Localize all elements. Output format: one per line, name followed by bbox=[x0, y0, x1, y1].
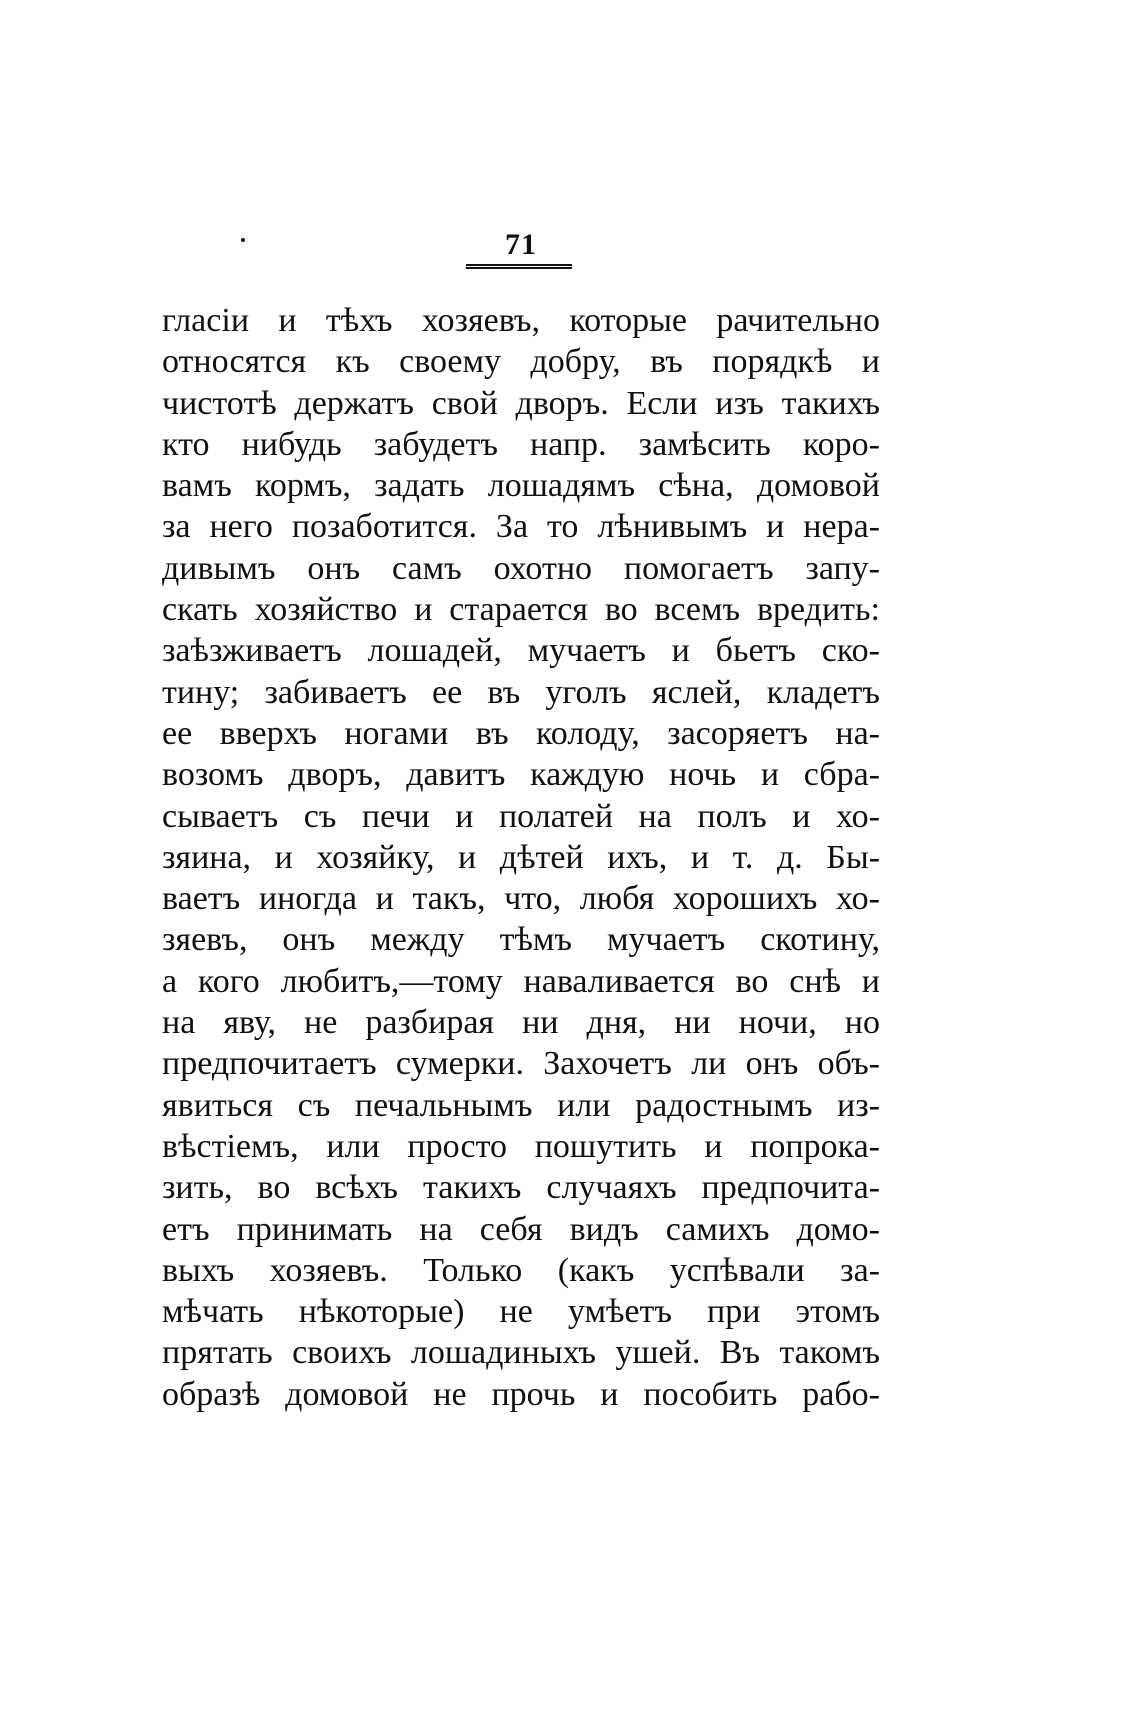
body-text bbox=[162, 300, 880, 1415]
text-line: ваетъ иногда и такъ, что, любя хорошихъ хо- bbox=[162, 880, 880, 918]
text-line: етъ принимать на себя видъ самихъ домо- bbox=[162, 1210, 880, 1248]
text-line: за него позаботится. За то лѣнивымъ и нера- bbox=[162, 508, 880, 546]
text-line: прятать своихъ лошадиныхъ ушей. Въ такомъ bbox=[162, 1334, 880, 1372]
text-line: явиться съ печальнымъ или радостнымъ из- bbox=[162, 1086, 880, 1124]
text-line: чистотѣ держатъ свой дворъ. Если изъ такихъ bbox=[162, 384, 880, 422]
text-line: зяевъ, онъ между тѣмъ мучаетъ скотину, bbox=[162, 921, 880, 959]
text-line: а кого любитъ,—тому наваливается во снѣ и bbox=[162, 962, 880, 1000]
text-line: дивымъ онъ самъ охотно помогаетъ запу- bbox=[162, 549, 880, 587]
text-line: вамъ кормъ, задать лошадямъ сѣна, домовой bbox=[162, 467, 880, 505]
text-line: выхъ хозяевъ. Только (какъ успѣвали за- bbox=[162, 1251, 880, 1289]
text-line: зяина, и хозяйку, и дѣтей ихъ, и т. д. Бы- bbox=[162, 838, 880, 876]
text-line: сываетъ съ печи и полатей на полъ и хо- bbox=[162, 797, 880, 835]
text-line: заѣзживаетъ лошадей, мучаетъ и бьетъ ско- bbox=[162, 632, 880, 670]
text-line: образѣ домовой не прочь и пособить рабо- bbox=[162, 1375, 880, 1413]
text-line: на яву, не разбирая ни дня, ни ночи, но bbox=[162, 1004, 880, 1042]
text-line: мѣчать нѣкоторые) не умѣетъ при этомъ bbox=[162, 1293, 880, 1331]
page-number: 71 bbox=[505, 228, 537, 261]
ink-speck bbox=[241, 238, 245, 242]
text-line: ее вверхъ ногами въ колоду, засоряетъ на- bbox=[162, 714, 880, 752]
text-line: предпочитаетъ сумерки. Захочетъ ли онъ объ- bbox=[162, 1045, 880, 1083]
text-line: относятся къ своему добру, въ порядкѣ и bbox=[162, 343, 880, 381]
text-line: возомъ дворъ, давитъ каждую ночь и сбра- bbox=[162, 756, 880, 794]
text-line: скать хозяйство и старается во всемъ вредить: bbox=[162, 591, 880, 629]
text-line: тину; забиваетъ ее въ уголъ яслей, кладетъ bbox=[162, 673, 880, 711]
text-line: вѣстіемъ, или просто пошутить и попрока- bbox=[162, 1127, 880, 1165]
text-line: кто нибудь забудетъ напр. замѣсить коро- bbox=[162, 425, 880, 463]
page-number-rule bbox=[466, 264, 572, 269]
text-line: гласіи и тѣхъ хозяевъ, которые рачительно bbox=[162, 302, 880, 339]
text-line: зить, во всѣхъ такихъ случаяхъ предпочита- bbox=[162, 1169, 880, 1207]
